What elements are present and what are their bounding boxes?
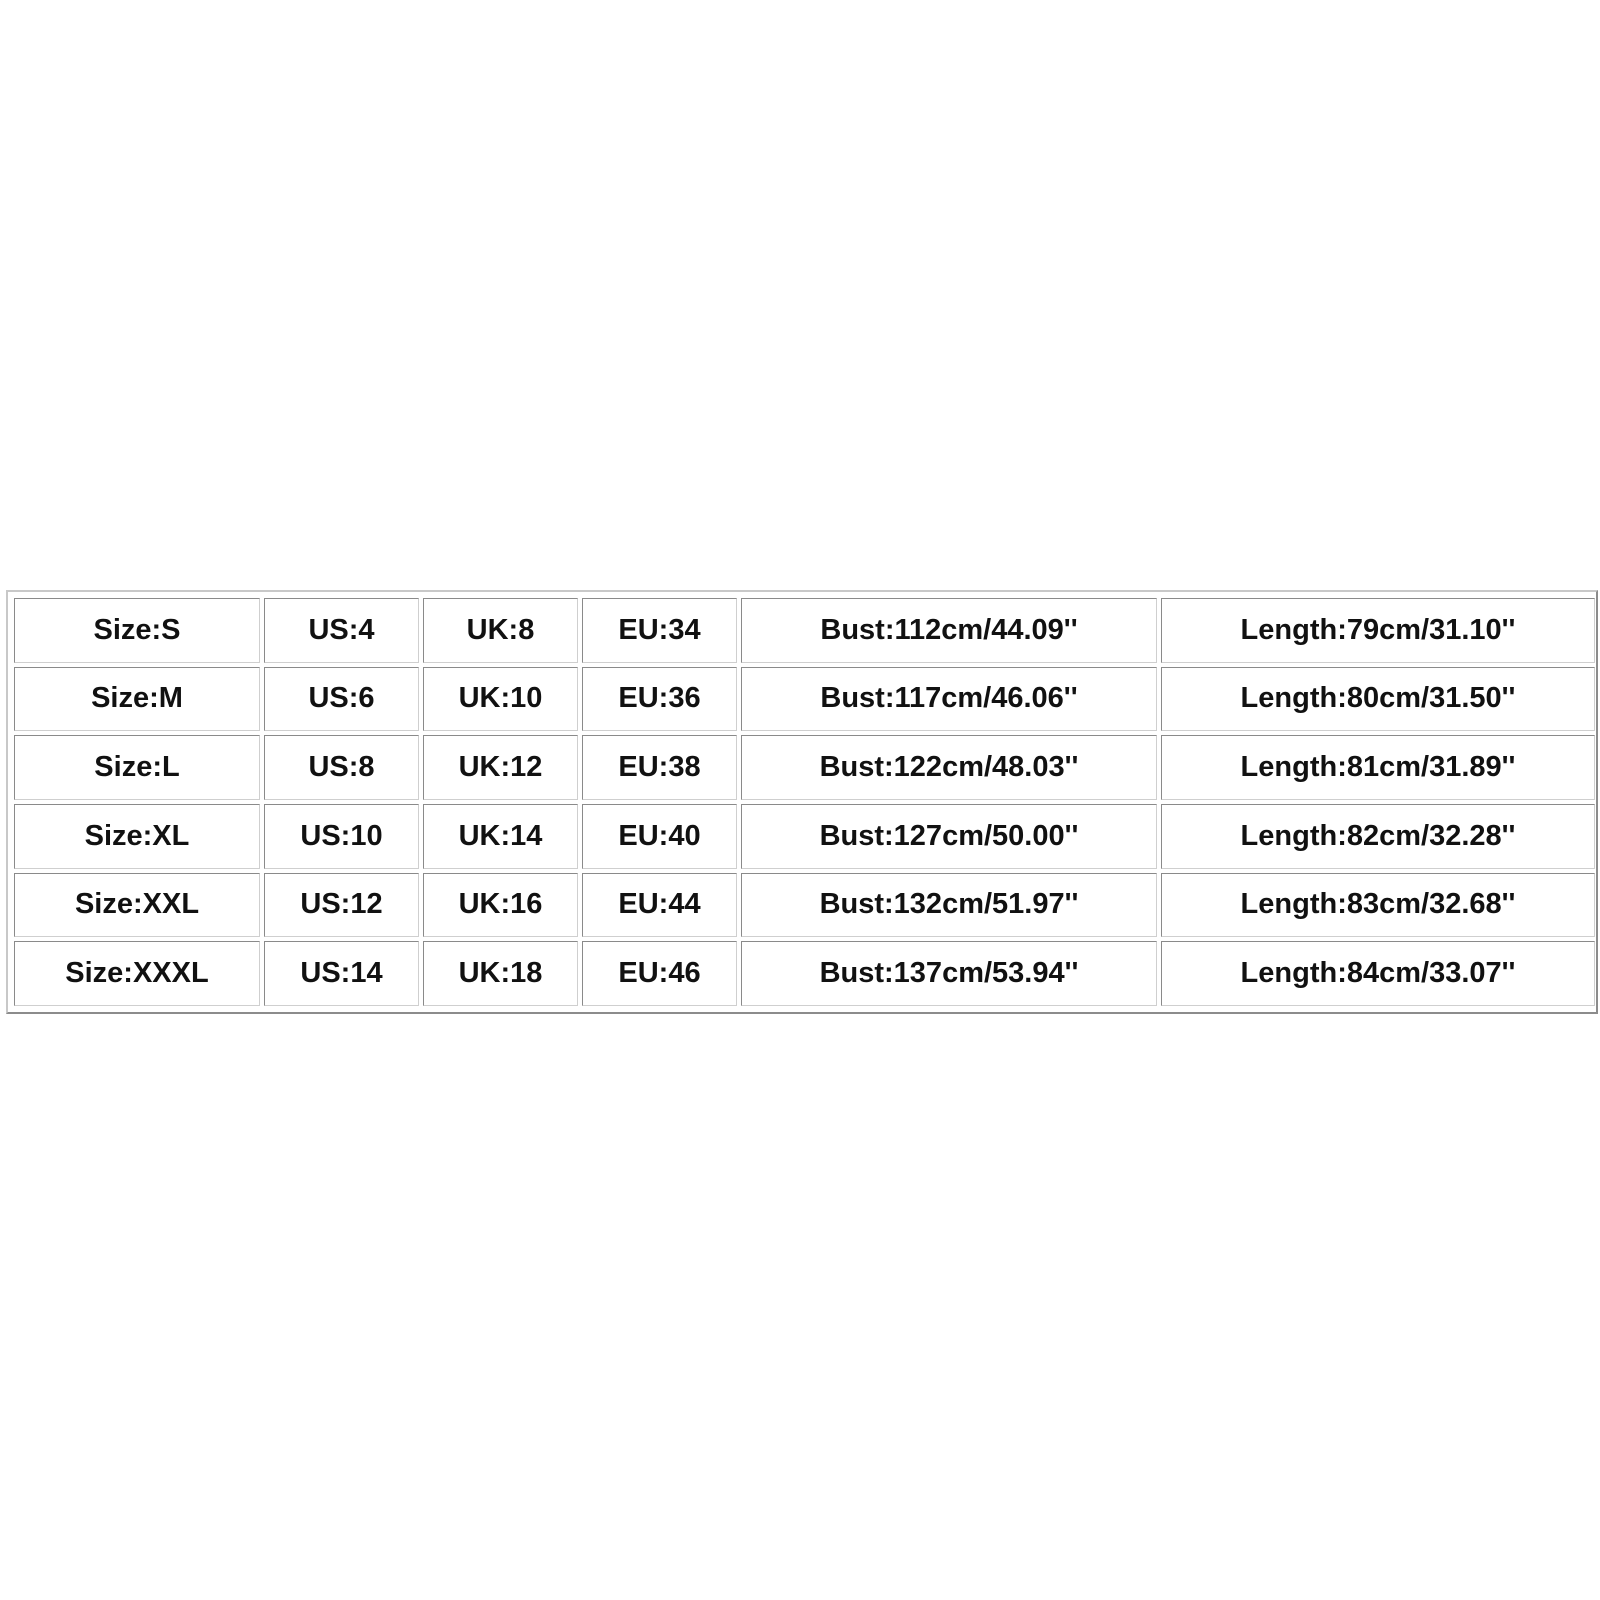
- uk-size-cell: UK:14: [423, 804, 578, 869]
- table-row: [14, 735, 1595, 800]
- size-cell: Size:XXL: [14, 873, 260, 938]
- eu-size-cell: EU:36: [582, 667, 737, 732]
- eu-size-cell: EU:34: [582, 598, 737, 663]
- eu-size-cell: EU:44: [582, 873, 737, 938]
- length-cell: Length:81cm/31.89'': [1161, 735, 1595, 800]
- table-row: [14, 667, 1595, 732]
- table-row: [14, 941, 1595, 1006]
- eu-size-cell: EU:40: [582, 804, 737, 869]
- bust-cell: Bust:122cm/48.03'': [741, 735, 1157, 800]
- us-size-cell: US:10: [264, 804, 419, 869]
- length-cell: Length:84cm/33.07'': [1161, 941, 1595, 1006]
- length-cell: Length:79cm/31.10'': [1161, 598, 1595, 663]
- us-size-cell: US:8: [264, 735, 419, 800]
- us-size-cell: US:4: [264, 598, 419, 663]
- table-row: [14, 598, 1595, 663]
- bust-cell: Bust:127cm/50.00'': [741, 804, 1157, 869]
- size-chart: [6, 590, 1598, 1014]
- table-row: [14, 873, 1595, 938]
- us-size-cell: US:12: [264, 873, 419, 938]
- bust-cell: Bust:117cm/46.06'': [741, 667, 1157, 732]
- size-cell: Size:M: [14, 667, 260, 732]
- table-row: [14, 804, 1595, 869]
- us-size-cell: US:6: [264, 667, 419, 732]
- size-cell: Size:XXXL: [14, 941, 260, 1006]
- size-chart-table: [10, 594, 1599, 1010]
- length-cell: Length:82cm/32.28'': [1161, 804, 1595, 869]
- uk-size-cell: UK:10: [423, 667, 578, 732]
- uk-size-cell: UK:8: [423, 598, 578, 663]
- bust-cell: Bust:132cm/51.97'': [741, 873, 1157, 938]
- us-size-cell: US:14: [264, 941, 419, 1006]
- uk-size-cell: UK:12: [423, 735, 578, 800]
- uk-size-cell: UK:18: [423, 941, 578, 1006]
- size-cell: Size:XL: [14, 804, 260, 869]
- bust-cell: Bust:112cm/44.09'': [741, 598, 1157, 663]
- bust-cell: Bust:137cm/53.94'': [741, 941, 1157, 1006]
- length-cell: Length:83cm/32.68'': [1161, 873, 1595, 938]
- eu-size-cell: EU:38: [582, 735, 737, 800]
- uk-size-cell: UK:16: [423, 873, 578, 938]
- size-cell: Size:S: [14, 598, 260, 663]
- size-cell: Size:L: [14, 735, 260, 800]
- length-cell: Length:80cm/31.50'': [1161, 667, 1595, 732]
- eu-size-cell: EU:46: [582, 941, 737, 1006]
